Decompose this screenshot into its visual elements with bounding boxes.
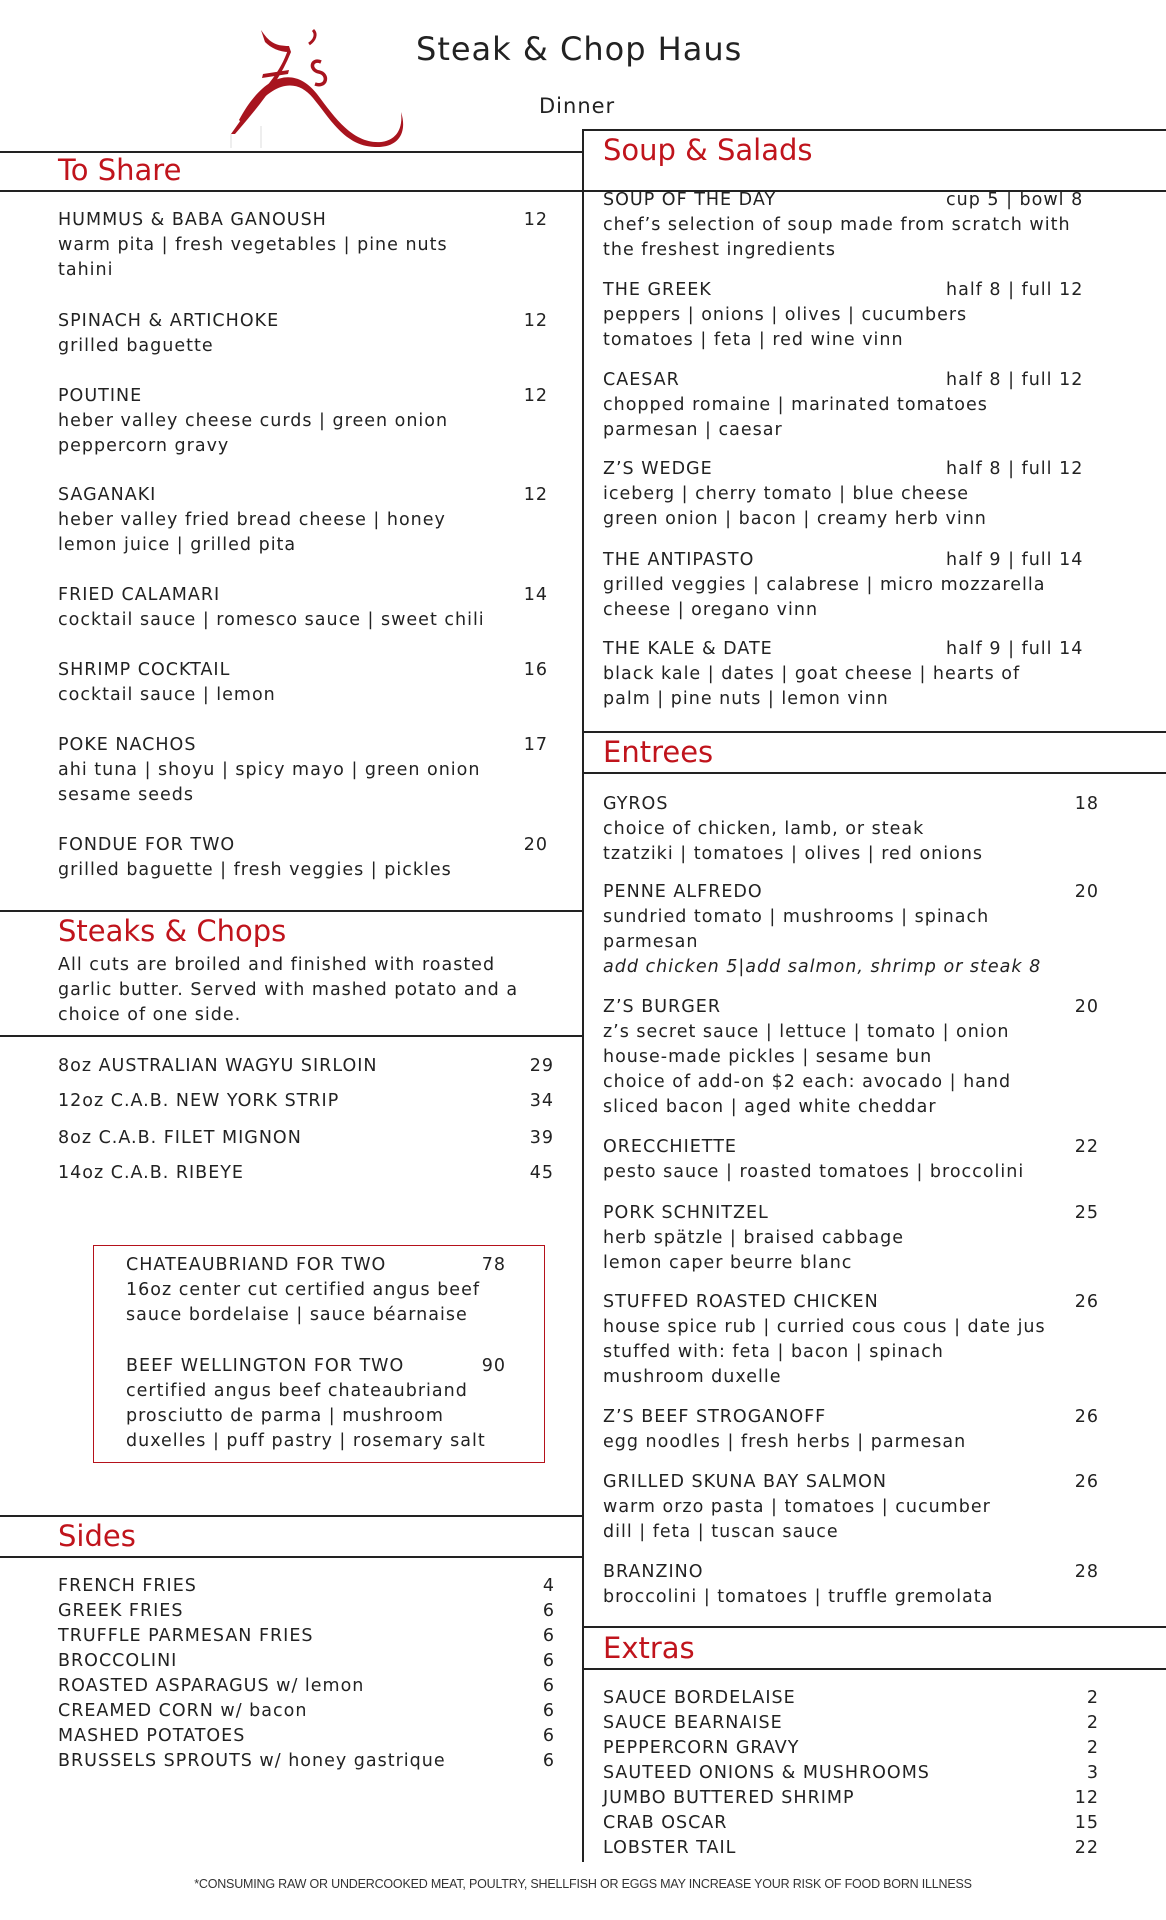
- item-description: stuffed with: feta | bacon | spinach: [603, 1341, 944, 1362]
- item-description: mushroom duxelle: [603, 1366, 782, 1387]
- item-name: Z’S BEEF STROGANOFF: [603, 1406, 827, 1427]
- item-price: 18: [1074, 793, 1099, 814]
- item-name: SAUCE BEARNAISE: [603, 1712, 783, 1733]
- item-description: choice of add-on $2 each: avocado | hand: [603, 1071, 1012, 1092]
- item-description: sliced bacon | aged white cheddar: [603, 1096, 937, 1117]
- item-description: warm pita | fresh vegetables | pine nuts: [58, 234, 448, 255]
- menu-item: [603, 1711, 1099, 1736]
- item-description: lemon juice | grilled pita: [58, 534, 297, 555]
- item-price: 28: [1074, 1561, 1099, 1582]
- divider: [583, 129, 1166, 131]
- column-divider: [582, 129, 584, 1862]
- item-description: ahi tuna | shoyu | spicy mayo | green onion: [58, 759, 481, 780]
- menu-item: [603, 1736, 1099, 1761]
- item-price: 6: [542, 1750, 555, 1771]
- menu-item: [58, 1724, 555, 1749]
- item-name: THE KALE & DATE: [603, 638, 773, 659]
- menu-item: [58, 309, 548, 359]
- item-description: sundried tomato | mushrooms | spinach: [603, 906, 990, 927]
- item-name: TRUFFLE PARMESAN FRIES: [58, 1625, 314, 1646]
- item-price: 15: [1074, 1812, 1099, 1833]
- menu-item: [58, 1126, 554, 1151]
- menu-item: [58, 1574, 555, 1599]
- item-description: black kale | dates | goat cheese | hearts of: [603, 663, 1021, 684]
- item-name: 8oz AUSTRALIAN WAGYU SIRLOIN: [58, 1055, 378, 1076]
- item-name: THE GREEK: [603, 279, 712, 300]
- item-description: duxelles | puff pastry | rosemary salt: [126, 1430, 486, 1451]
- item-description: tzatziki | tomatoes | olives | red onions: [603, 843, 984, 864]
- menu-item: [603, 1405, 1099, 1455]
- item-price: 26: [1074, 1406, 1099, 1427]
- item-price: half 9 | full 14: [946, 549, 1084, 570]
- item-name: LOBSTER TAIL: [603, 1837, 737, 1858]
- item-price: 12: [1074, 1787, 1099, 1808]
- item-description: 16oz center cut certified angus beef: [126, 1279, 480, 1300]
- item-description: peppers | onions | olives | cucumbers: [603, 304, 968, 325]
- menu-item: [603, 1290, 1099, 1390]
- menu-item: [603, 1135, 1099, 1185]
- item-description: chopped romaine | marinated tomatoes: [603, 394, 988, 415]
- item-price: 2: [1086, 1687, 1099, 1708]
- item-description: parmesan: [603, 931, 699, 952]
- item-description: sesame seeds: [58, 784, 194, 805]
- item-price: 2: [1086, 1712, 1099, 1733]
- item-price: 17: [523, 734, 548, 755]
- item-description: green onion | bacon | creamy herb vinn: [603, 508, 987, 529]
- item-description: prosciutto de parma | mushroom: [126, 1405, 444, 1426]
- item-price: 29: [529, 1055, 554, 1076]
- item-name: 8oz C.A.B. FILET MIGNON: [58, 1127, 302, 1148]
- item-description: grilled baguette: [58, 335, 214, 356]
- divider: [0, 190, 583, 192]
- menu-item: [603, 1761, 1099, 1786]
- item-price: 39: [529, 1127, 554, 1148]
- section-heading-sides: Sides: [58, 1519, 136, 1553]
- section-heading-soup-salads: Soup & Salads: [603, 133, 813, 167]
- item-price: 6: [542, 1700, 555, 1721]
- item-price: 12: [523, 209, 548, 230]
- menu-item: [126, 1253, 506, 1328]
- item-name: GYROS: [603, 793, 669, 814]
- item-name: SAUTEED ONIONS & MUSHROOMS: [603, 1762, 930, 1783]
- item-description: grilled baguette | fresh veggies | pickles: [58, 859, 452, 880]
- item-price: 16: [523, 659, 548, 680]
- item-description: the freshest ingredients: [603, 239, 836, 260]
- item-description: lemon caper beurre blanc: [603, 1252, 853, 1273]
- divider: [583, 772, 1166, 774]
- item-description: sauce bordelaise | sauce béarnaise: [126, 1304, 468, 1325]
- divider: [0, 910, 583, 912]
- menu-item: [58, 1649, 555, 1674]
- item-description: heber valley cheese curds | green onion: [58, 410, 449, 431]
- item-price: 4: [542, 1575, 555, 1596]
- item-name: CREAMED CORN w/ bacon: [58, 1700, 308, 1721]
- item-description: iceberg | cherry tomato | blue cheese: [603, 483, 970, 504]
- section-heading-entrees: Entrees: [603, 735, 714, 769]
- item-price: half 8 | full 12: [946, 458, 1084, 479]
- divider: [0, 1515, 583, 1517]
- item-name: Z’S BURGER: [603, 996, 721, 1017]
- item-price: 12: [523, 310, 548, 331]
- menu-item: [603, 278, 1140, 353]
- item-name: SAGANAKI: [58, 484, 157, 505]
- item-description: grilled veggies | calabrese | micro mozzarella: [603, 574, 1046, 595]
- menu-item: [58, 1699, 555, 1724]
- steaks-description-line: choice of one side.: [58, 1005, 242, 1025]
- item-price: 12: [523, 385, 548, 406]
- menu-item: [603, 1470, 1099, 1545]
- item-description: dill | feta | tuscan sauce: [603, 1521, 839, 1542]
- menu-item: [58, 208, 548, 283]
- item-name: Z’S WEDGE: [603, 458, 713, 479]
- item-price: 90: [481, 1355, 506, 1376]
- item-price: 12: [523, 484, 548, 505]
- item-price: 14: [523, 584, 548, 605]
- item-description: cheese | oregano vinn: [603, 599, 819, 620]
- item-price: 45: [529, 1162, 554, 1183]
- item-name: SPINACH & ARTICHOKE: [58, 310, 280, 331]
- restaurant-title: Steak & Chop Haus: [416, 30, 743, 68]
- item-name: FONDUE FOR TWO: [58, 834, 236, 855]
- item-price: 26: [1074, 1291, 1099, 1312]
- item-name: PORK SCHNITZEL: [603, 1202, 769, 1223]
- item-price: 6: [542, 1600, 555, 1621]
- steaks-description-line: All cuts are broiled and finished with roasted: [58, 955, 496, 975]
- menu-item: [58, 1599, 555, 1624]
- item-price: 6: [542, 1625, 555, 1646]
- item-price: half 8 | full 12: [946, 369, 1084, 390]
- item-name: SOUP OF THE DAY: [603, 189, 777, 210]
- menu-item: [58, 583, 548, 633]
- menu-item: [603, 1836, 1099, 1861]
- item-name: BRUSSELS SPROUTS w/ honey gastrique: [58, 1750, 446, 1771]
- menu-item: [603, 457, 1140, 532]
- menu-item: [603, 880, 1099, 980]
- menu-item: [603, 637, 1140, 712]
- menu-item: [603, 1201, 1099, 1276]
- item-description: peppercorn gravy: [58, 435, 230, 456]
- menu-item: [58, 384, 548, 459]
- item-price: half 9 | full 14: [946, 638, 1084, 659]
- item-description: cocktail sauce | lemon: [58, 684, 276, 705]
- divider: [0, 1556, 583, 1558]
- item-price: 22: [1074, 1136, 1099, 1157]
- item-name: BROCCOLINI: [58, 1650, 178, 1671]
- divider: [583, 731, 1166, 733]
- menu-item: [603, 1686, 1099, 1711]
- item-name: POKE NACHOS: [58, 734, 197, 755]
- item-description: palm | pine nuts | lemon vinn: [603, 688, 889, 709]
- item-name: PENNE ALFREDO: [603, 881, 763, 902]
- item-description: cocktail sauce | romesco sauce | sweet chili: [58, 609, 485, 630]
- menu-item: [58, 833, 548, 883]
- item-name: FRENCH FRIES: [58, 1575, 197, 1596]
- item-price: 3: [1086, 1762, 1099, 1783]
- menu-item: [58, 733, 548, 808]
- item-price: 6: [542, 1650, 555, 1671]
- item-name: CHATEAUBRIAND FOR TWO: [126, 1254, 387, 1275]
- menu-item: [58, 1089, 554, 1114]
- item-description: warm orzo pasta | tomatoes | cucumber: [603, 1496, 991, 1517]
- item-description: parmesan | caesar: [603, 419, 783, 440]
- menu-item: [58, 483, 548, 558]
- item-description: herb spätzle | braised cabbage: [603, 1227, 904, 1248]
- item-name: POUTINE: [58, 385, 143, 406]
- menu-item: [58, 1161, 554, 1186]
- item-name: 12oz C.A.B. NEW YORK STRIP: [58, 1090, 340, 1111]
- steaks-description-line: garlic butter. Served with mashed potato and a: [58, 980, 519, 1000]
- menu-item: [58, 1674, 555, 1699]
- item-description: egg noodles | fresh herbs | parmesan: [603, 1431, 967, 1452]
- divider: [583, 1668, 1166, 1670]
- item-name: SAUCE BORDELAISE: [603, 1687, 796, 1708]
- item-price: 34: [529, 1090, 554, 1111]
- item-name: 14oz C.A.B. RIBEYE: [58, 1162, 244, 1183]
- menu-item: [603, 792, 1099, 867]
- item-name: ROASTED ASPARAGUS w/ lemon: [58, 1675, 365, 1696]
- item-description: tahini: [58, 259, 114, 280]
- item-price: 22: [1074, 1837, 1099, 1858]
- item-price: cup 5 | bowl 8: [946, 189, 1084, 210]
- item-name: BEEF WELLINGTON FOR TWO: [126, 1355, 405, 1376]
- divider: [0, 1035, 583, 1037]
- menu-item: [126, 1354, 506, 1454]
- food-safety-disclaimer: *CONSUMING RAW OR UNDERCOOKED MEAT, POULTRY, SHELLFISH OR EGGS MAY INCREASE YOUR RISK OF FOOD BORN ILLNESS: [194, 1877, 972, 1891]
- section-heading-extras: Extras: [603, 1631, 695, 1665]
- item-name: PEPPERCORN GRAVY: [603, 1737, 800, 1758]
- menu-item: [58, 658, 548, 708]
- item-price: 2: [1086, 1737, 1099, 1758]
- item-name: CRAB OSCAR: [603, 1812, 728, 1833]
- item-description: tomatoes | feta | red wine vinn: [603, 329, 904, 350]
- item-addon: add chicken 5|add salmon, shrimp or steak 8: [603, 956, 1042, 977]
- section-heading-steaks-chops: Steaks & Chops: [58, 914, 287, 948]
- item-name: BRANZINO: [603, 1561, 704, 1582]
- item-description: house-made pickles | sesame bun: [603, 1046, 933, 1067]
- item-description: pesto sauce | roasted tomatoes | broccolini: [603, 1161, 1025, 1182]
- item-price: 25: [1074, 1202, 1099, 1223]
- menu-item: [603, 188, 1140, 263]
- section-heading-to-share: To Share: [58, 153, 182, 187]
- menu-item: [603, 1786, 1099, 1811]
- item-description: choice of chicken, lamb, or steak: [603, 818, 925, 839]
- menu-item: [603, 548, 1140, 623]
- item-price: 6: [542, 1675, 555, 1696]
- item-name: THE ANTIPASTO: [603, 549, 755, 570]
- item-description: house spice rub | curried cous cous | date jus: [603, 1316, 1046, 1337]
- menu-item: [603, 368, 1140, 443]
- item-price: 20: [1074, 996, 1099, 1017]
- item-description: heber valley fried bread cheese | honey: [58, 509, 446, 530]
- item-description: chef’s selection of soup made from scratch with: [603, 214, 1071, 235]
- item-price: 26: [1074, 1471, 1099, 1492]
- item-name: ORECCHIETTE: [603, 1136, 737, 1157]
- menu-item: [603, 995, 1099, 1120]
- item-price: half 8 | full 12: [946, 279, 1084, 300]
- item-name: FRIED CALAMARI: [58, 584, 221, 605]
- logo-icon: [225, 16, 420, 148]
- menu-item: [603, 1560, 1099, 1610]
- item-name: STUFFED ROASTED CHICKEN: [603, 1291, 879, 1312]
- menu-item: [58, 1624, 555, 1649]
- menu-item: [58, 1054, 554, 1079]
- item-name: SHRIMP COCKTAIL: [58, 659, 231, 680]
- item-name: MASHED POTATOES: [58, 1725, 246, 1746]
- item-name: HUMMUS & BABA GANOUSH: [58, 209, 327, 230]
- item-price: 20: [1074, 881, 1099, 902]
- item-name: GREEK FRIES: [58, 1600, 184, 1621]
- item-name: CAESAR: [603, 369, 680, 390]
- menu-subtitle: Dinner: [539, 94, 616, 118]
- item-name: GRILLED SKUNA BAY SALMON: [603, 1471, 888, 1492]
- menu-item: [58, 1749, 555, 1774]
- divider: [583, 1626, 1166, 1628]
- menu-item: [603, 1811, 1099, 1836]
- item-price: 78: [481, 1254, 506, 1275]
- item-name: JUMBO BUTTERED SHRIMP: [603, 1787, 855, 1808]
- item-description: z’s secret sauce | lettuce | tomato | onion: [603, 1021, 1010, 1042]
- item-description: certified angus beef chateaubriand: [126, 1380, 468, 1401]
- item-price: 20: [523, 834, 548, 855]
- item-price: 6: [542, 1725, 555, 1746]
- item-description: broccolini | tomatoes | truffle gremolata: [603, 1586, 994, 1607]
